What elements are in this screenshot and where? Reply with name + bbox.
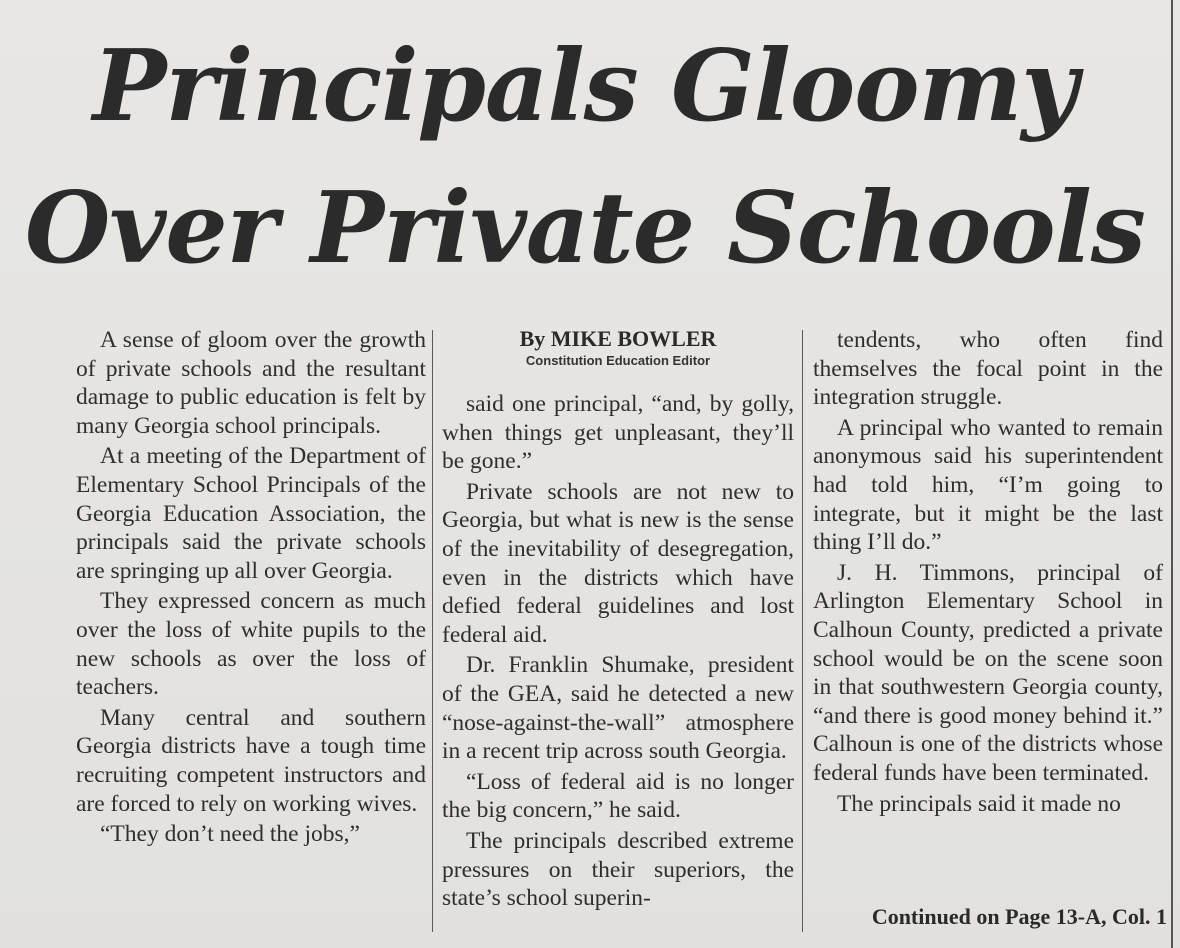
continuation-note: Continued on Page 13-A, Col. 1 [871,904,1167,929]
headline-line-1: Principals Gloomy [92,29,1078,144]
headline-line-2: Over Private Schools [25,171,1145,286]
paragraph: At a meeting of the Department of Elementary School Principals of the Georgia Education Association, the principals said the private schools are springing up all over Georgia. [76,443,426,584]
paragraph: said one principal, “and, by golly, when things get unpleasant, they’ll be gone.” [442,391,794,475]
paragraph: Dr. Franklin Shumake, president of the GEA, said he detected a new “nose-against-the-wall” atmosphere in a recent trip across south Georgia. [442,652,794,765]
article-column-2 [442,326,794,913]
paragraph: The principals said it made no [837,790,1121,817]
paragraph: The principals described extreme pressures on their superiors, the state’s school superin- [442,827,794,912]
paragraph: A principal who wanted to remain anonymous said his superintendent had told him, “I’m going to integrate, but it might be the last thing I’ll do.” [813,414,1163,556]
paragraph: Private schools are not new to Georgia, but what is new is the sense of the inevitability of desegregation, even in the districts which have defied federal guidelines and lost federal aid. [442,478,794,648]
column-divider [432,330,433,932]
paragraph: “Loss of federal aid is no longer the big concern,” he said. [442,768,794,824]
paragraph: They expressed concern as much over the loss of white pupils to the new schools as over the loss of teachers. [76,588,426,701]
column-rule-right [1171,0,1173,948]
paragraph: tendents, who often find themselves the focal point in the integration struggle. [813,327,1163,411]
paragraph: A sense of gloom over the growth of private schools and the resultant damage to public education is felt by many Georgia school principals. [76,327,426,439]
paragraph: J. H. Timmons, principal of Arlington Elementary School in Calhoun County, predicted a private school would be on the scene soon in that southwestern Georgia county, “and there is good money behind it.” Calhoun is one of the districts whose federal funds have been terminated. [813,559,1163,786]
article-column-1 [76,326,426,849]
paragraph: Many central and southern Georgia districts have a tough time recruiting competent instructors and are forced to rely on working wives. [76,704,426,817]
column-divider [802,330,803,932]
paragraph: “They don’t need the jobs,” [100,821,360,848]
byline-credit: Constitution Education Editor [525,353,711,368]
byline-author: By MIKE BOWLER [519,326,717,351]
article-column-3 [813,326,1163,818]
